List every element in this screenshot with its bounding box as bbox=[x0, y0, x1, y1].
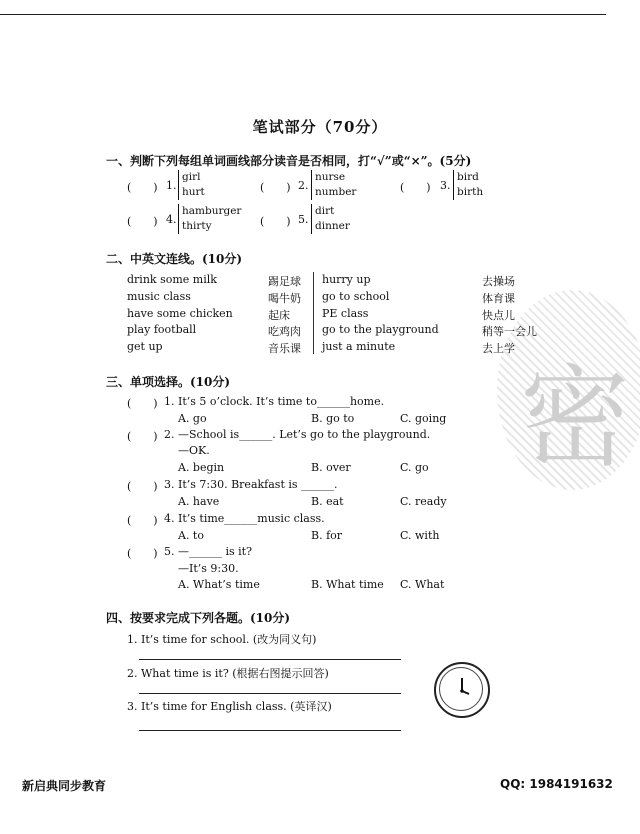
option-b[interactable]: B. eat bbox=[311, 495, 344, 508]
match-left-cn[interactable]: 吃鸡肉 bbox=[268, 325, 301, 338]
section-4-heading: 四、按要求完成下列各题。(10分) bbox=[106, 611, 291, 625]
word-2: hurt bbox=[182, 186, 205, 198]
match-left-en[interactable]: drink some milk bbox=[127, 273, 217, 286]
match-left-en[interactable]: play football bbox=[127, 323, 197, 336]
footer-brand: 新启典同步教育 bbox=[22, 779, 107, 793]
word-1: girl bbox=[182, 171, 201, 183]
top-rule bbox=[0, 14, 606, 15]
task-2: 2. What time is it? (根据右图提示回答) bbox=[127, 667, 329, 680]
option-c[interactable]: C. going bbox=[400, 412, 447, 425]
section-2-heading: 二、中英文连线。(10分) bbox=[106, 252, 243, 266]
match-right-en[interactable]: hurry up bbox=[322, 273, 371, 286]
match-right-cn[interactable]: 体育课 bbox=[482, 292, 515, 305]
match-left-cn[interactable]: 喝牛奶 bbox=[268, 292, 301, 305]
match-left-cn[interactable]: 踢足球 bbox=[268, 275, 301, 288]
word-pair bbox=[453, 170, 483, 200]
answer-line-2[interactable] bbox=[139, 693, 401, 694]
question-stem: 4. It’s time______music class. bbox=[164, 512, 325, 525]
option-c[interactable]: C. with bbox=[400, 529, 440, 542]
word-2: birth bbox=[457, 186, 484, 198]
word-2: thirty bbox=[182, 220, 212, 232]
word-pair bbox=[178, 204, 241, 234]
match-right-en[interactable]: just a minute bbox=[322, 340, 396, 353]
task-3: 3. It’s time for English class. (英译汉) bbox=[127, 700, 332, 713]
page-title: 笔试部分（70分） bbox=[252, 118, 388, 136]
answer-paren[interactable]: ( ) bbox=[127, 397, 158, 410]
word-pair bbox=[311, 170, 356, 200]
word-2: dinner bbox=[315, 220, 350, 232]
match-right-cn[interactable]: 去上学 bbox=[482, 342, 515, 355]
section-3-heading: 三、单项选择。(10分) bbox=[106, 375, 231, 389]
footer-contact: QQ: 1984191632 bbox=[500, 777, 613, 791]
answer-paren[interactable]: ( ) bbox=[127, 215, 158, 228]
question-stem: 1. It’s 5 o’clock. It’s time to______home. bbox=[164, 395, 385, 408]
option-c[interactable]: C. go bbox=[400, 461, 429, 474]
match-right-en[interactable]: go to the playground bbox=[322, 323, 439, 336]
match-right-cn[interactable]: 稍等一会儿 bbox=[482, 325, 537, 338]
option-a[interactable]: A. begin bbox=[178, 461, 225, 474]
question-stem: 2. —School is______. Let’s go to the playground. bbox=[164, 428, 431, 441]
word-pair bbox=[178, 170, 205, 200]
match-right-en[interactable]: PE class bbox=[322, 307, 369, 320]
word-pair bbox=[311, 204, 350, 234]
question-stem-line2: —OK. bbox=[178, 444, 210, 457]
match-right-en[interactable]: go to school bbox=[322, 290, 390, 303]
item-number: 2. bbox=[298, 179, 309, 192]
answer-paren[interactable]: ( ) bbox=[127, 181, 158, 194]
match-left-en[interactable]: get up bbox=[127, 340, 163, 353]
option-b[interactable]: B. for bbox=[311, 529, 343, 542]
option-a[interactable]: A. What’s time bbox=[178, 578, 260, 591]
answer-paren[interactable]: ( ) bbox=[260, 181, 291, 194]
seal-icon: 密 bbox=[520, 354, 630, 482]
match-right-cn[interactable]: 去操场 bbox=[482, 275, 515, 288]
item-number: 1. bbox=[166, 179, 177, 192]
answer-line-1[interactable] bbox=[139, 659, 401, 660]
option-a[interactable]: A. to bbox=[178, 529, 204, 542]
answer-paren[interactable]: ( ) bbox=[260, 215, 291, 228]
option-c[interactable]: C. ready bbox=[400, 495, 447, 508]
match-left-cn[interactable]: 起床 bbox=[268, 309, 290, 322]
item-number: 4. bbox=[166, 213, 177, 226]
match-left-cn[interactable]: 音乐课 bbox=[268, 342, 301, 355]
section-1-heading: 一、判断下列每组单词画线部分读音是否相同，打“√”或“×”。(5分) bbox=[106, 154, 472, 168]
option-b[interactable]: B. What time bbox=[311, 578, 384, 591]
divider bbox=[313, 272, 314, 354]
question-stem-line2: —It’s 9:30. bbox=[178, 562, 239, 575]
word-1: dirt bbox=[315, 205, 335, 217]
clock-icon bbox=[434, 662, 490, 718]
match-left-en[interactable]: have some chicken bbox=[127, 307, 233, 320]
item-number: 3. bbox=[440, 179, 451, 192]
answer-paren[interactable]: ( ) bbox=[127, 480, 158, 493]
word-1: hamburger bbox=[182, 205, 242, 217]
answer-paren[interactable]: ( ) bbox=[400, 181, 431, 194]
question-stem: 3. It’s 7:30. Breakfast is ______. bbox=[164, 478, 338, 491]
option-a[interactable]: A. go bbox=[178, 412, 207, 425]
question-stem: 5. —______ is it? bbox=[164, 545, 252, 558]
clock-hands bbox=[436, 664, 488, 716]
match-right-cn[interactable]: 快点儿 bbox=[482, 309, 515, 322]
match-left-en[interactable]: music class bbox=[127, 290, 191, 303]
option-a[interactable]: A. have bbox=[178, 495, 220, 508]
answer-paren[interactable]: ( ) bbox=[127, 547, 158, 560]
option-c[interactable]: C. What bbox=[400, 578, 445, 591]
option-b[interactable]: B. go to bbox=[311, 412, 355, 425]
option-b[interactable]: B. over bbox=[311, 461, 351, 474]
item-number: 5. bbox=[298, 213, 309, 226]
word-1: nurse bbox=[315, 171, 346, 183]
answer-paren[interactable]: ( ) bbox=[127, 514, 158, 527]
word-1: bird bbox=[457, 171, 479, 183]
task-1: 1. It’s time for school. (改为同义句) bbox=[127, 633, 317, 646]
answer-paren[interactable]: ( ) bbox=[127, 430, 158, 443]
answer-line-3[interactable] bbox=[139, 730, 401, 731]
word-2: number bbox=[315, 186, 357, 198]
